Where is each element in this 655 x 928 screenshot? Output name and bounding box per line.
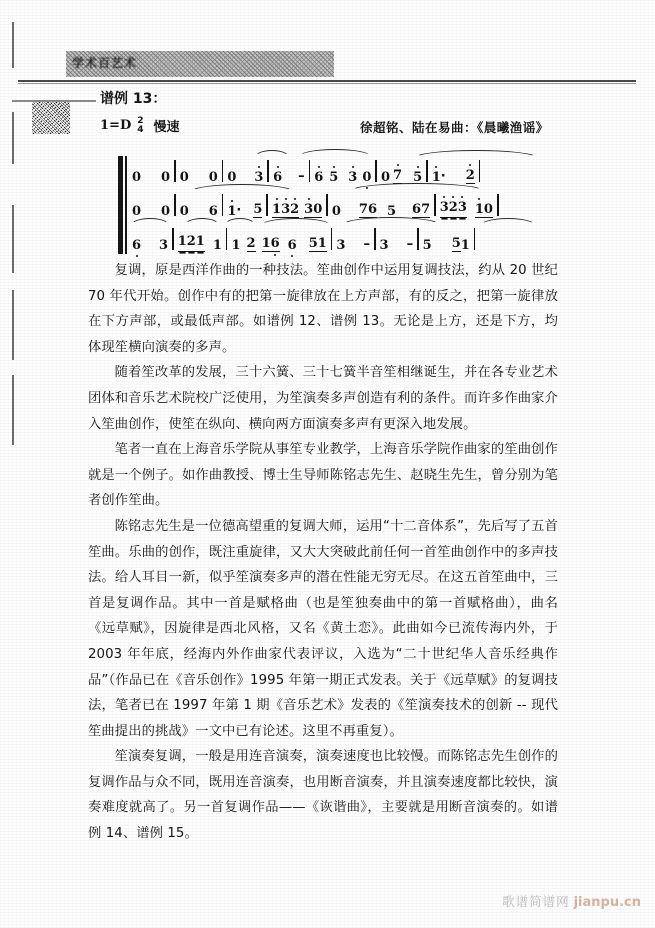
- note: 0: [132, 170, 142, 185]
- paragraph: 笔者一直在上海音乐学院从事笙专业教学，上海音乐学院作曲家的笙曲创作就是一个例子。如作曲教授、博士生导师陈铭志先生、赵晓生先生，曾分别为笔者创作笙曲。: [88, 442, 558, 509]
- stave-lower: [132, 224, 548, 252]
- note: 2: [465, 168, 475, 183]
- margin-tick: [12, 375, 14, 445]
- note: 3: [440, 201, 449, 218]
- note: 3: [458, 201, 467, 218]
- note: 0: [313, 202, 323, 217]
- note: 6: [273, 170, 283, 185]
- barline: [222, 194, 224, 216]
- barline: [266, 194, 268, 216]
- note: 0: [179, 204, 189, 219]
- note: 0: [132, 204, 142, 219]
- note: 5: [329, 170, 339, 185]
- note: 2: [290, 202, 300, 217]
- barline: [267, 160, 269, 182]
- margin-tick: [12, 205, 14, 273]
- barline: [172, 228, 174, 250]
- note: 5: [386, 204, 397, 219]
- note: 5: [308, 236, 318, 251]
- header-rule: [18, 80, 636, 82]
- barline: [479, 160, 481, 182]
- note: 3: [159, 238, 169, 253]
- note: 0: [161, 204, 171, 219]
- note: 2: [187, 235, 196, 252]
- augmentation-dot: ·: [440, 169, 446, 184]
- note: 6: [314, 170, 324, 185]
- sustain-dash: –: [363, 237, 370, 252]
- note: 0: [380, 170, 391, 185]
- time-signature: [137, 117, 143, 135]
- note: 1: [231, 238, 241, 253]
- note: 0: [331, 204, 341, 219]
- note: 1: [178, 235, 187, 252]
- note: 1: [317, 236, 327, 251]
- barline: [474, 228, 476, 250]
- paragraph: 随着笙改革的发展，三十六簧、三十七簧半音笙相继诞生，并在各专业艺术团体和音乐艺术院校广泛使用，为笙演奏多声创造有利的条件。而许多作曲家介入笙曲创作，使笙在纵向、横向两方面演奏多声有更深入地发展。: [88, 365, 558, 432]
- note: 3: [348, 170, 358, 185]
- composer-credit: 徐超铭、陆在易曲：《晨曦渔谣》: [360, 120, 549, 135]
- tempo-marking: 慢速: [153, 120, 180, 135]
- note: 5: [413, 170, 423, 185]
- header-banner: [66, 51, 334, 77]
- paragraph: 复调，原是西洋作曲的一种技法。笙曲创作中运用复调技法，约从 20 世纪 70 年代开始。创作中有的把第一旋律放在上方声部，有的反之，把第一旋律放在下方声部，或最低声部。如谱例 12、谱例 13。无论是上方，还是下方，均体现笙横向演奏的多声。: [88, 263, 558, 355]
- note: 1: [474, 202, 484, 217]
- score-key-line: [100, 116, 180, 135]
- barline: [417, 228, 419, 250]
- sustain-dash: –: [298, 169, 305, 184]
- header-rule-shadow: [18, 83, 636, 84]
- system-brace: [118, 156, 123, 254]
- barline: [222, 160, 224, 182]
- note: 7: [421, 202, 431, 217]
- note: 6: [287, 238, 297, 253]
- header-banner-text: 学术百艺术: [72, 56, 138, 70]
- score-example-label: 谱例 13：: [100, 91, 167, 107]
- barline: [497, 194, 499, 216]
- note: 7: [393, 168, 403, 183]
- scan-corner-block: [32, 102, 70, 134]
- note: 1: [272, 202, 282, 217]
- barline: [426, 160, 428, 182]
- system-brace-thin: [125, 156, 127, 254]
- paragraph: 笙演奏复调，一般是用连音演奏，演奏速度也比较慢。而陈铭志先生创作的复调作品与众不同，既用连音演奏，也用断音演奏，并且演奏速度都比较快，演奏难度就高了。另一首复调作品——《诙谐曲》，主要就是用断音演奏的。如谱例 14、谱例 15。: [88, 749, 558, 842]
- note: 0: [483, 202, 493, 217]
- note: 3: [281, 202, 291, 217]
- note: 6: [270, 236, 280, 251]
- barline: [309, 160, 311, 182]
- slur: [480, 218, 536, 226]
- paragraph: 陈铭志先生是一位德高望重的复调大师，运用“十二音体系”，先后写了五首笙曲。乐曲的创作，既注重旋律，又大大突破此前任何一首笙曲创作中的多声技法。给人耳目一新，似乎笙演奏多声的潜在性能无穷无尽。在这五首笙曲中，三首是复调作品。其中一首是赋格曲（也是笙独奏曲中的第一首赋格曲），曲名《远草赋》，因旋律是西北风格，又名《黄土恋》。此曲如今已流传海内外，于 2003 年年底，经海内外作曲家代表评议，入选为“二十世纪华人音乐经典作品”（作品已在《音乐创作》1995 年第一期正式发表。关于《远草赋》的复调技法，笔者已在 1997 年第 1 期《音乐艺术》发表的《笙演奏技术的创新 -- 现代笙曲提出的挑战》一文中已有论述。这里不再重复）。: [88, 518, 558, 739]
- margin-tick: [12, 22, 14, 68]
- note: 1: [261, 236, 271, 251]
- margin-tick: [12, 112, 14, 164]
- barline: [375, 160, 377, 182]
- note: 3: [336, 238, 346, 253]
- watermark-url: jianpu.cn: [573, 895, 641, 910]
- note: 5: [451, 236, 461, 251]
- watermark-cn-text: 歌谱简谱网: [502, 894, 570, 909]
- note: 6: [132, 238, 142, 253]
- note: 7: [358, 202, 368, 217]
- note: 0: [179, 170, 189, 185]
- stave-middle: [132, 190, 548, 218]
- note: 5: [422, 238, 432, 253]
- margin-tick: [12, 290, 14, 360]
- body-text: [88, 258, 558, 847]
- barline: [226, 228, 228, 250]
- note: 5: [253, 202, 263, 217]
- note: 6: [208, 204, 218, 219]
- time-signature-numerator: 2: [137, 115, 144, 126]
- stave-upper: [132, 156, 548, 184]
- note: 3: [379, 238, 389, 253]
- barline: [374, 228, 376, 250]
- note: 6: [412, 202, 422, 217]
- augmentation-dot: ·: [236, 203, 242, 218]
- note: 1: [212, 238, 222, 253]
- barline: [174, 160, 176, 182]
- barline: [331, 228, 333, 250]
- note: 6: [367, 202, 377, 217]
- site-watermark: [502, 892, 641, 910]
- note: 1: [196, 235, 205, 252]
- note: 3: [254, 170, 264, 185]
- barline: [434, 194, 436, 216]
- music-score: [118, 152, 548, 260]
- barline: [326, 194, 328, 216]
- note: 0: [227, 170, 237, 185]
- time-signature-denominator: 4: [137, 125, 144, 135]
- barline: [174, 194, 176, 216]
- note: 0: [161, 170, 171, 185]
- note: 1: [460, 238, 470, 253]
- note: 2: [246, 236, 256, 251]
- note: 1: [227, 204, 237, 219]
- note: 0: [208, 170, 218, 185]
- key-signature: 1=D: [100, 118, 132, 133]
- note: 0: [362, 170, 372, 185]
- sustain-dash: –: [406, 237, 414, 252]
- note: 1: [431, 170, 441, 185]
- note: 3: [304, 202, 314, 217]
- note: 2: [449, 201, 458, 218]
